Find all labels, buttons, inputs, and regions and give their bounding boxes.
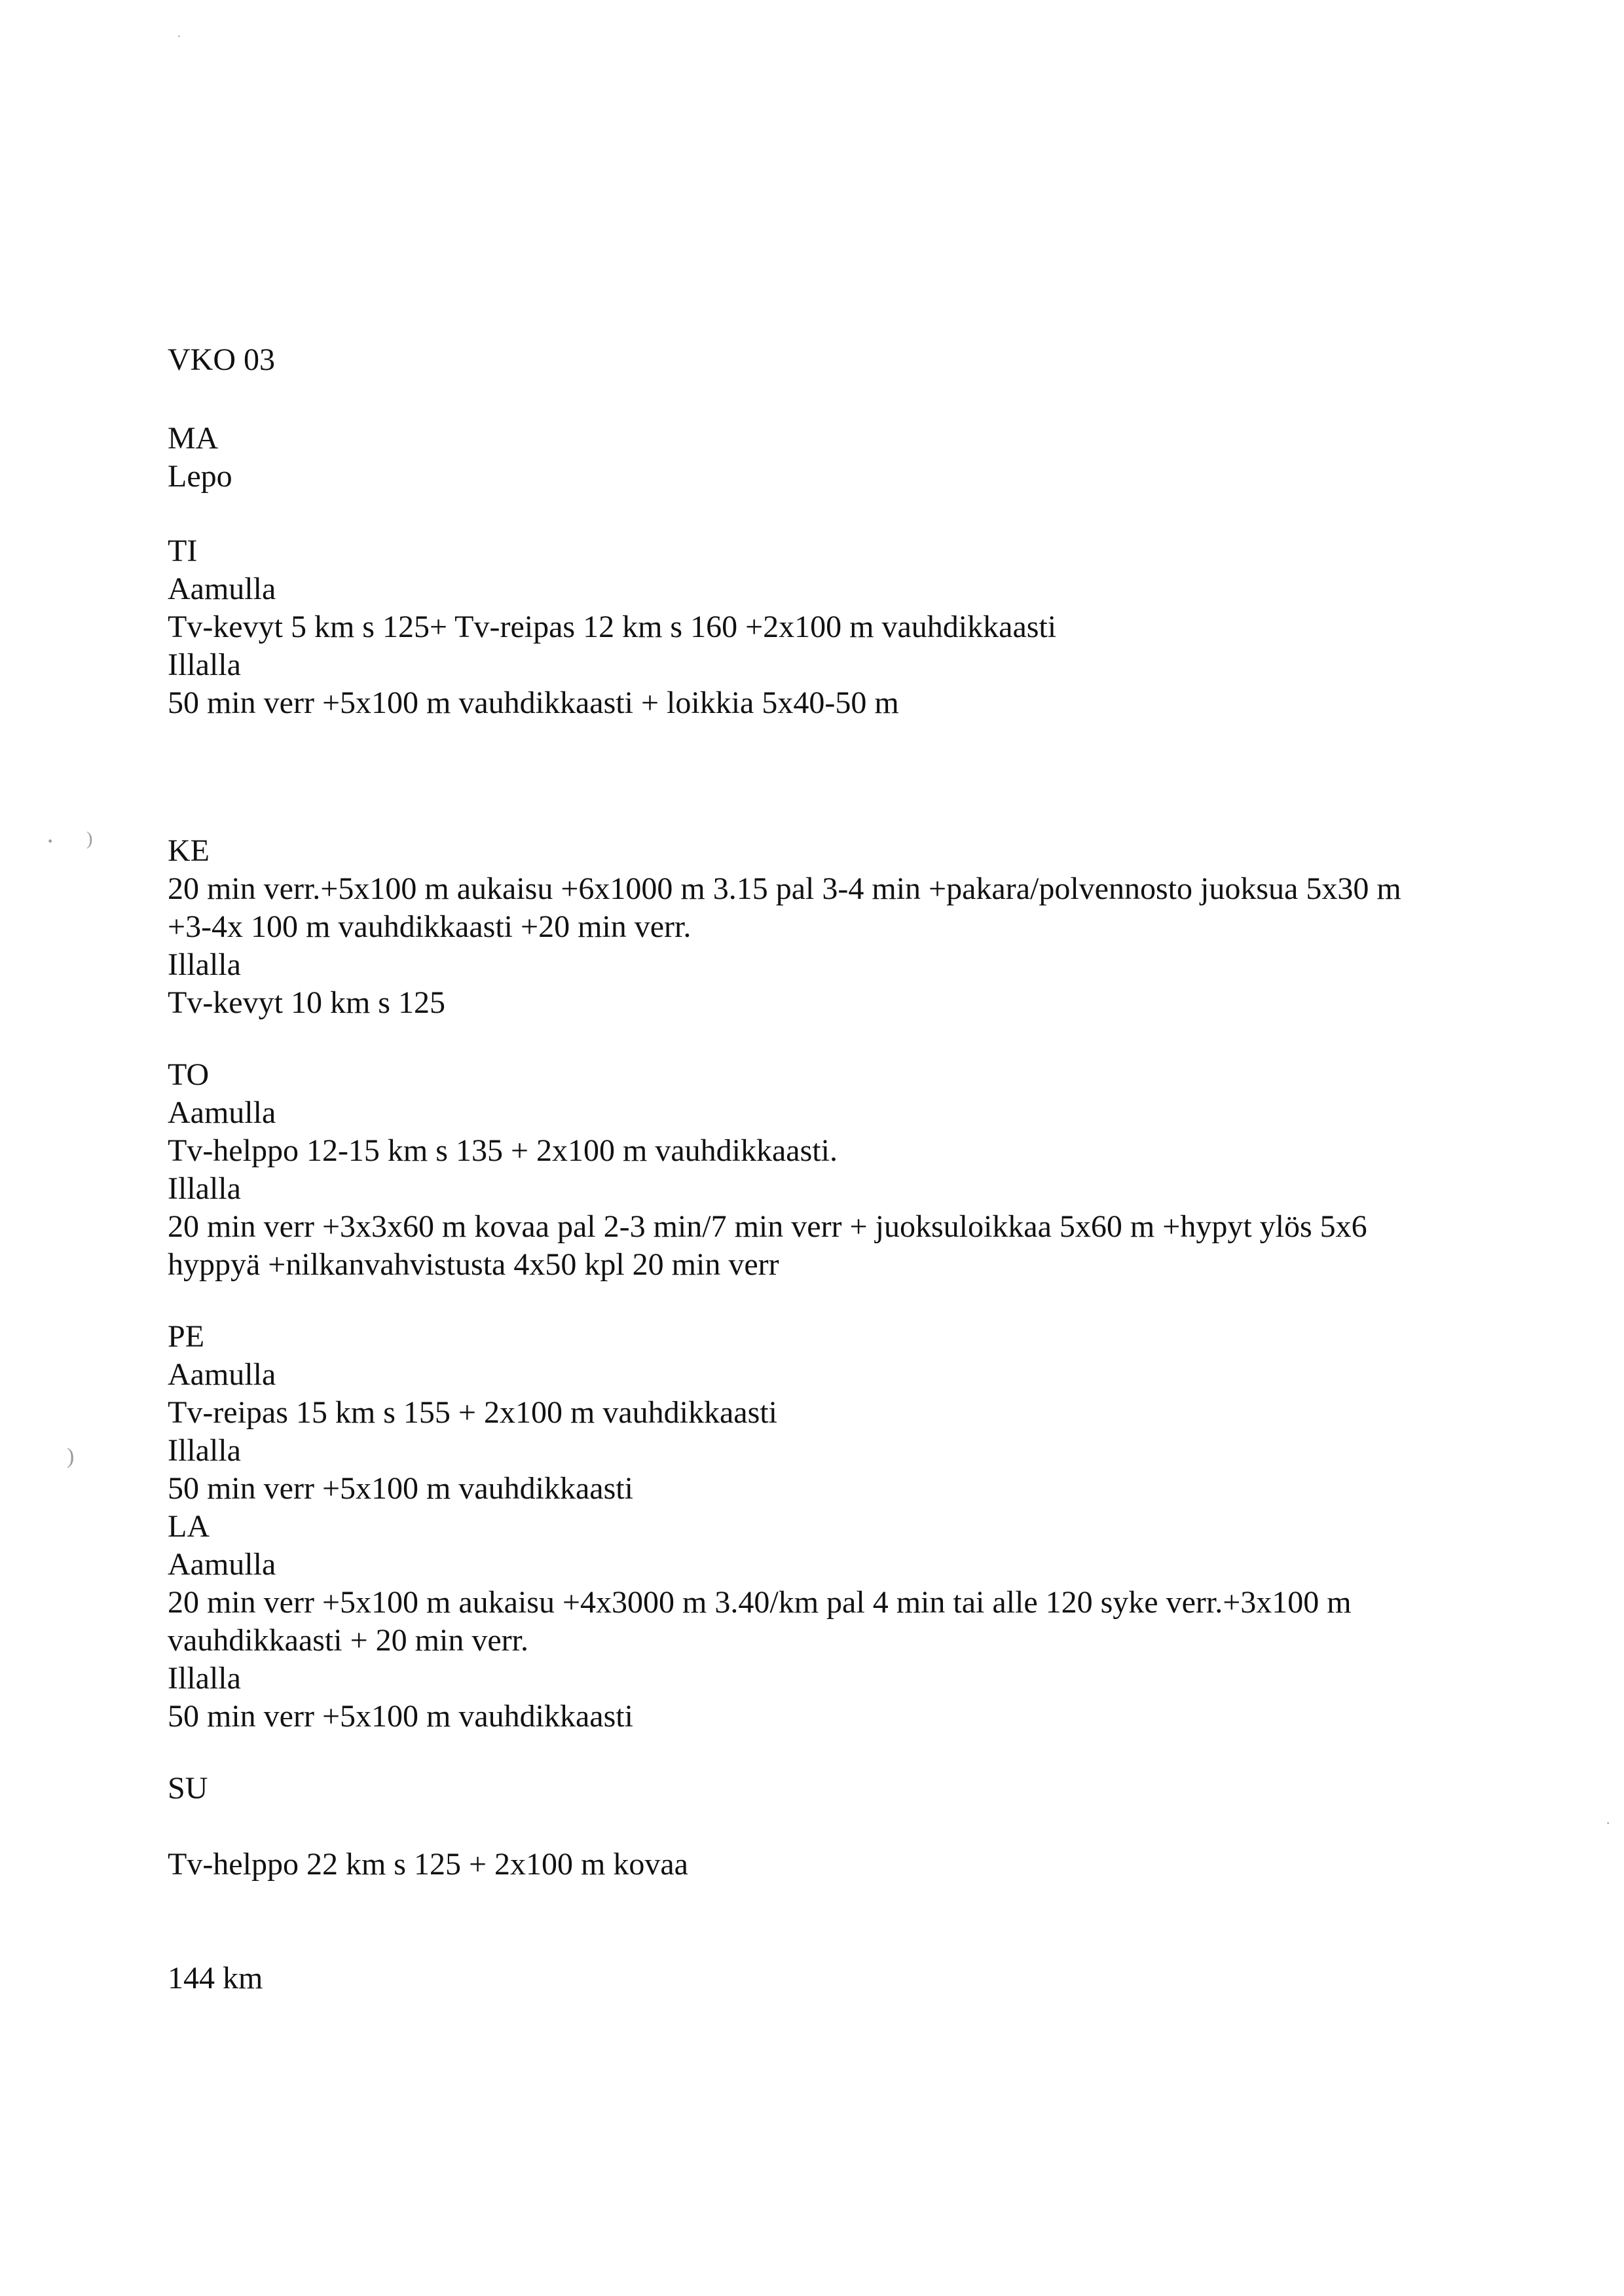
day-line: 50 min verr +5x100 m vauhdikkaasti [168, 1471, 633, 1506]
day-line: Tv-kevyt 10 km s 125 [168, 985, 445, 1020]
day-line: vauhdikkaasti + 20 min verr. [168, 1623, 528, 1658]
day-line: Illalla [168, 647, 241, 682]
day-line: +3-4x 100 m vauhdikkaasti +20 min verr. [168, 909, 692, 944]
day-heading-ke: KE [168, 833, 210, 868]
day-line: 20 min verr.+5x100 m aukaisu +6x1000 m 3.15 pal 3-4 min +pakara/polvennosto juoksua 5x30 m [168, 871, 1401, 906]
day-line: 20 min verr +5x100 m aukaisu +4x3000 m 3.40/km pal 4 min tai alle 120 syke verr.+3x100 m [168, 1585, 1352, 1620]
scan-artifact: · [177, 29, 181, 44]
day-line: Aamulla [168, 572, 276, 606]
day-line: Tv-kevyt 5 km s 125+ Tv-reipas 12 km s 160 +2x100 m vauhdikkaasti [168, 610, 1057, 644]
day-line: Illalla [168, 1171, 241, 1206]
scan-artifact: · [1606, 1815, 1611, 1831]
day-line: 50 min verr +5x100 m vauhdikkaasti [168, 1699, 633, 1734]
day-heading-pe: PE [168, 1319, 205, 1354]
day-heading-ti: TI [168, 534, 198, 568]
week-title: VKO 03 [168, 342, 275, 377]
day-line: Aamulla [168, 1547, 276, 1582]
day-line: 20 min verr +3x3x60 m kovaa pal 2-3 min/7 min verr + juoksuloikkaa 5x60 m +hypyt ylös 5x6 [168, 1209, 1367, 1244]
day-line: Aamulla [168, 1357, 276, 1392]
day-heading-to: TO [168, 1057, 210, 1092]
day-line: Lepo [168, 459, 232, 494]
day-line: Tv-reipas 15 km s 155 + 2x100 m vauhdikkaasti [168, 1395, 777, 1430]
weekly-total: 144 km [168, 1961, 263, 1995]
day-heading-ma: MA [168, 421, 219, 456]
day-line: Illalla [168, 947, 241, 982]
day-line: Illalla [168, 1661, 241, 1696]
day-heading-su: SU [168, 1771, 208, 1806]
day-line: hyppyä +nilkanvahvistusta 4x50 kpl 20 min verr [168, 1247, 779, 1282]
scan-artifact: · [46, 826, 55, 856]
scan-artifact: ) [86, 829, 93, 849]
day-line: 50 min verr +5x100 m vauhdikkaasti + loikkia 5x40-50 m [168, 685, 899, 720]
day-heading-la: LA [168, 1509, 210, 1544]
day-line: Illalla [168, 1433, 241, 1468]
day-line: Aamulla [168, 1095, 276, 1130]
day-line: Tv-helppo 22 km s 125 + 2x100 m kovaa [168, 1847, 688, 1882]
scan-artifact: ) [67, 1444, 75, 1468]
day-line: Tv-helppo 12-15 km s 135 + 2x100 m vauhdikkaasti. [168, 1133, 838, 1168]
